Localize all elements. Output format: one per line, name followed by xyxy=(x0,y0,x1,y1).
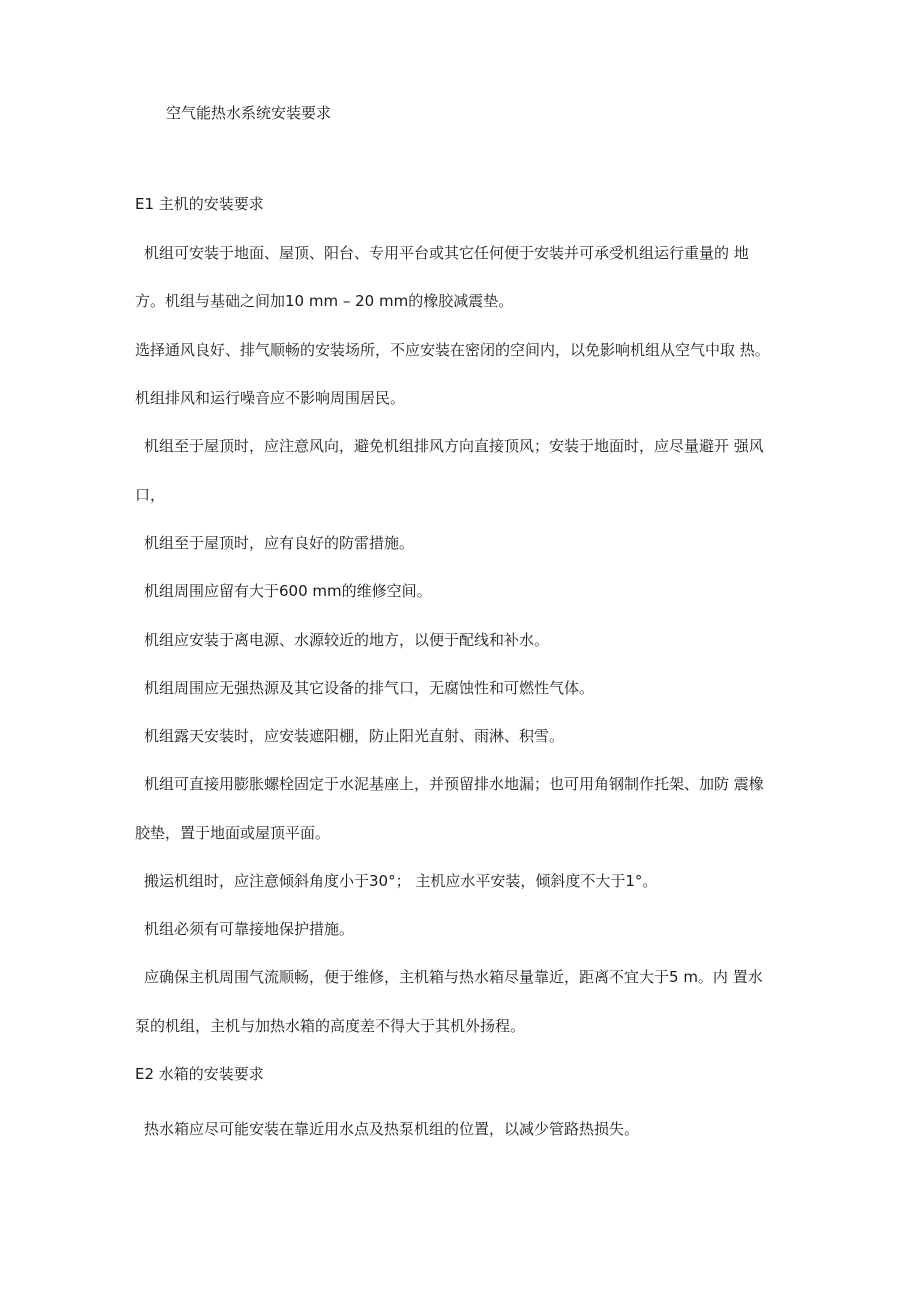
paragraph-line: 应确保主机周围气流顺畅，便于维修，主机箱与热水箱尽量靠近，距离不宜大于5 m。内 置水 xyxy=(144,968,763,986)
paragraph-line: 热水箱应尽可能安装在靠近用水点及热泵机组的位置，以减少管路热损失。 xyxy=(144,1120,640,1138)
paragraph-line: 机组周围应留有大于600 mm的维修空间。 xyxy=(144,582,432,600)
paragraph-line: 口， xyxy=(135,486,166,504)
paragraph-line: 胶垫，置于地面或屋顶平面。 xyxy=(135,824,331,842)
paragraph-line: 机组周围应无强热源及其它设备的排气口，无腐蚀性和可燃性气体。 xyxy=(144,679,595,697)
section-heading: E2 水箱的安装要求 xyxy=(135,1065,264,1083)
paragraph-line: 搬运机组时，应注意倾斜角度小于30°； 主机应水平安装，倾斜度不大于1°。 xyxy=(144,872,658,890)
paragraph-line: 机组至于屋顶时，应有良好的防雷措施。 xyxy=(144,534,415,552)
paragraph-line: 机组露天安装时，应安装遮阳棚，防止阳光直射、雨淋、积雪。 xyxy=(144,727,565,745)
section-heading: E1 主机的安装要求 xyxy=(135,195,264,213)
document-title: 空气能热水系统安装要求 xyxy=(166,104,332,122)
paragraph-line: 机组应安装于离电源、水源较近的地方，以便于配线和补水。 xyxy=(144,631,550,649)
paragraph-line: 泵的机组，主机与加热水箱的高度差不得大于其机外扬程。 xyxy=(135,1017,526,1035)
paragraph-line: 机组至于屋顶时，应注意风向，避免机组排风方向直接顶风；安装于地面时，应尽量避开 强风 xyxy=(144,437,764,455)
paragraph-line: 机组必须有可靠接地保护措施。 xyxy=(144,920,355,938)
paragraph-line: 机组可直接用膨胀螺栓固定于水泥基座上，并预留排水地漏；也可用角钢制作托架、加防 震橡 xyxy=(144,775,764,793)
paragraph-line: 机组可安装于地面、屋顶、阳台、专用平台或其它任何便于安装并可承受机组运行重量的 地 xyxy=(144,244,749,262)
paragraph-line: 方。机组与基础之间加10 mm – 20 mm的橡胶减震垫。 xyxy=(135,292,514,310)
paragraph-line: 机组排风和运行噪音应不影响周围居民。 xyxy=(135,389,406,407)
paragraph-line: 选择通风良好、排气顺畅的安装场所，不应安装在密闭的空间内，以免影响机组从空气中取 热。 xyxy=(135,341,770,359)
